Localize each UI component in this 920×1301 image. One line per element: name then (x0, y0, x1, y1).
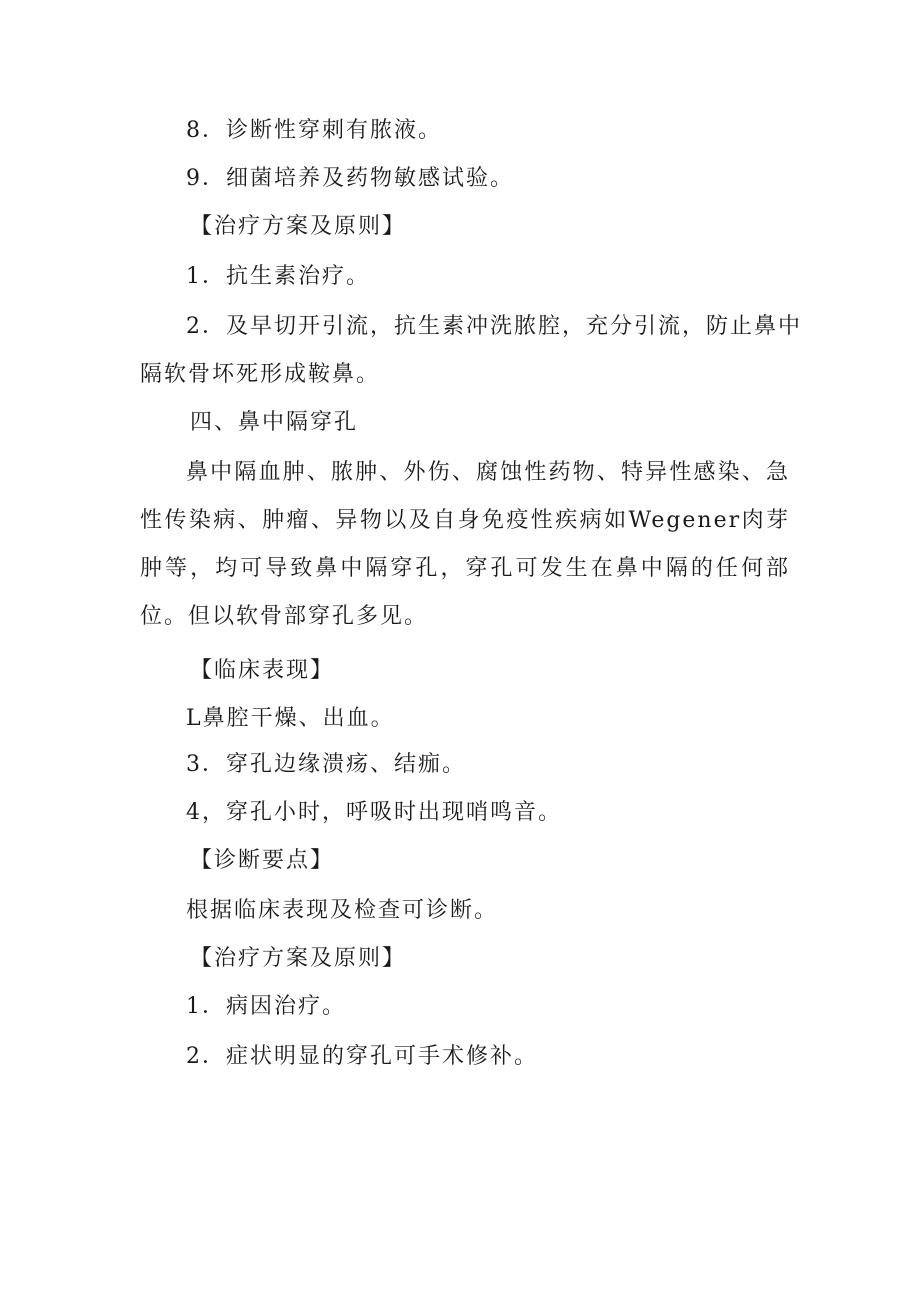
diagnosis-text: 根据临床表现及检查可诊断。 (186, 898, 499, 923)
section-heading-treatment-2: 【治疗方案及原则】 (190, 946, 407, 971)
section-title: 四、鼻中隔穿孔 (190, 410, 359, 435)
list-item-8: 8．诊断性穿刺有脓液。 (186, 118, 442, 143)
section-heading-treatment: 【治疗方案及原则】 (190, 214, 407, 239)
treatment-2-item-2: 2．症状明显的穿孔可手术修补。 (186, 1044, 538, 1069)
section-heading-clinical: 【临床表现】 (190, 658, 335, 683)
section-heading-diagnosis: 【诊断要点】 (190, 848, 335, 873)
intro-paragraph: 鼻中隔血肿、脓肿、外伤、腐蚀性药物、特异性感染、急性传染病、肿瘤、异物以及自身免疫性疾病如Wegener肉芽肿等，均可导致鼻中隔穿孔，穿孔可发生在鼻中隔的任何部位。但以软骨部穿孔多见。 (140, 460, 790, 629)
clinical-item-1: L鼻腔干燥、出血。 (186, 706, 395, 731)
treatment-2-item-1: 1．病因治疗。 (186, 994, 346, 1019)
treatment-item-2-line-1: 2．及早切开引流，抗生素冲洗脓腔，充分引流，防止鼻中 (186, 314, 802, 339)
clinical-item-3: 3．穿孔边缘溃疡、结痂。 (186, 752, 466, 777)
treatment-item-1: 1．抗生素治疗。 (186, 264, 370, 289)
treatment-item-2-line-2: 隔软骨坏死形成鞍鼻。 (140, 362, 381, 387)
clinical-item-4: 4，穿孔小时，呼吸时出现哨鸣音。 (186, 800, 562, 825)
list-item-9: 9．细菌培养及药物敏感试验。 (186, 166, 514, 191)
